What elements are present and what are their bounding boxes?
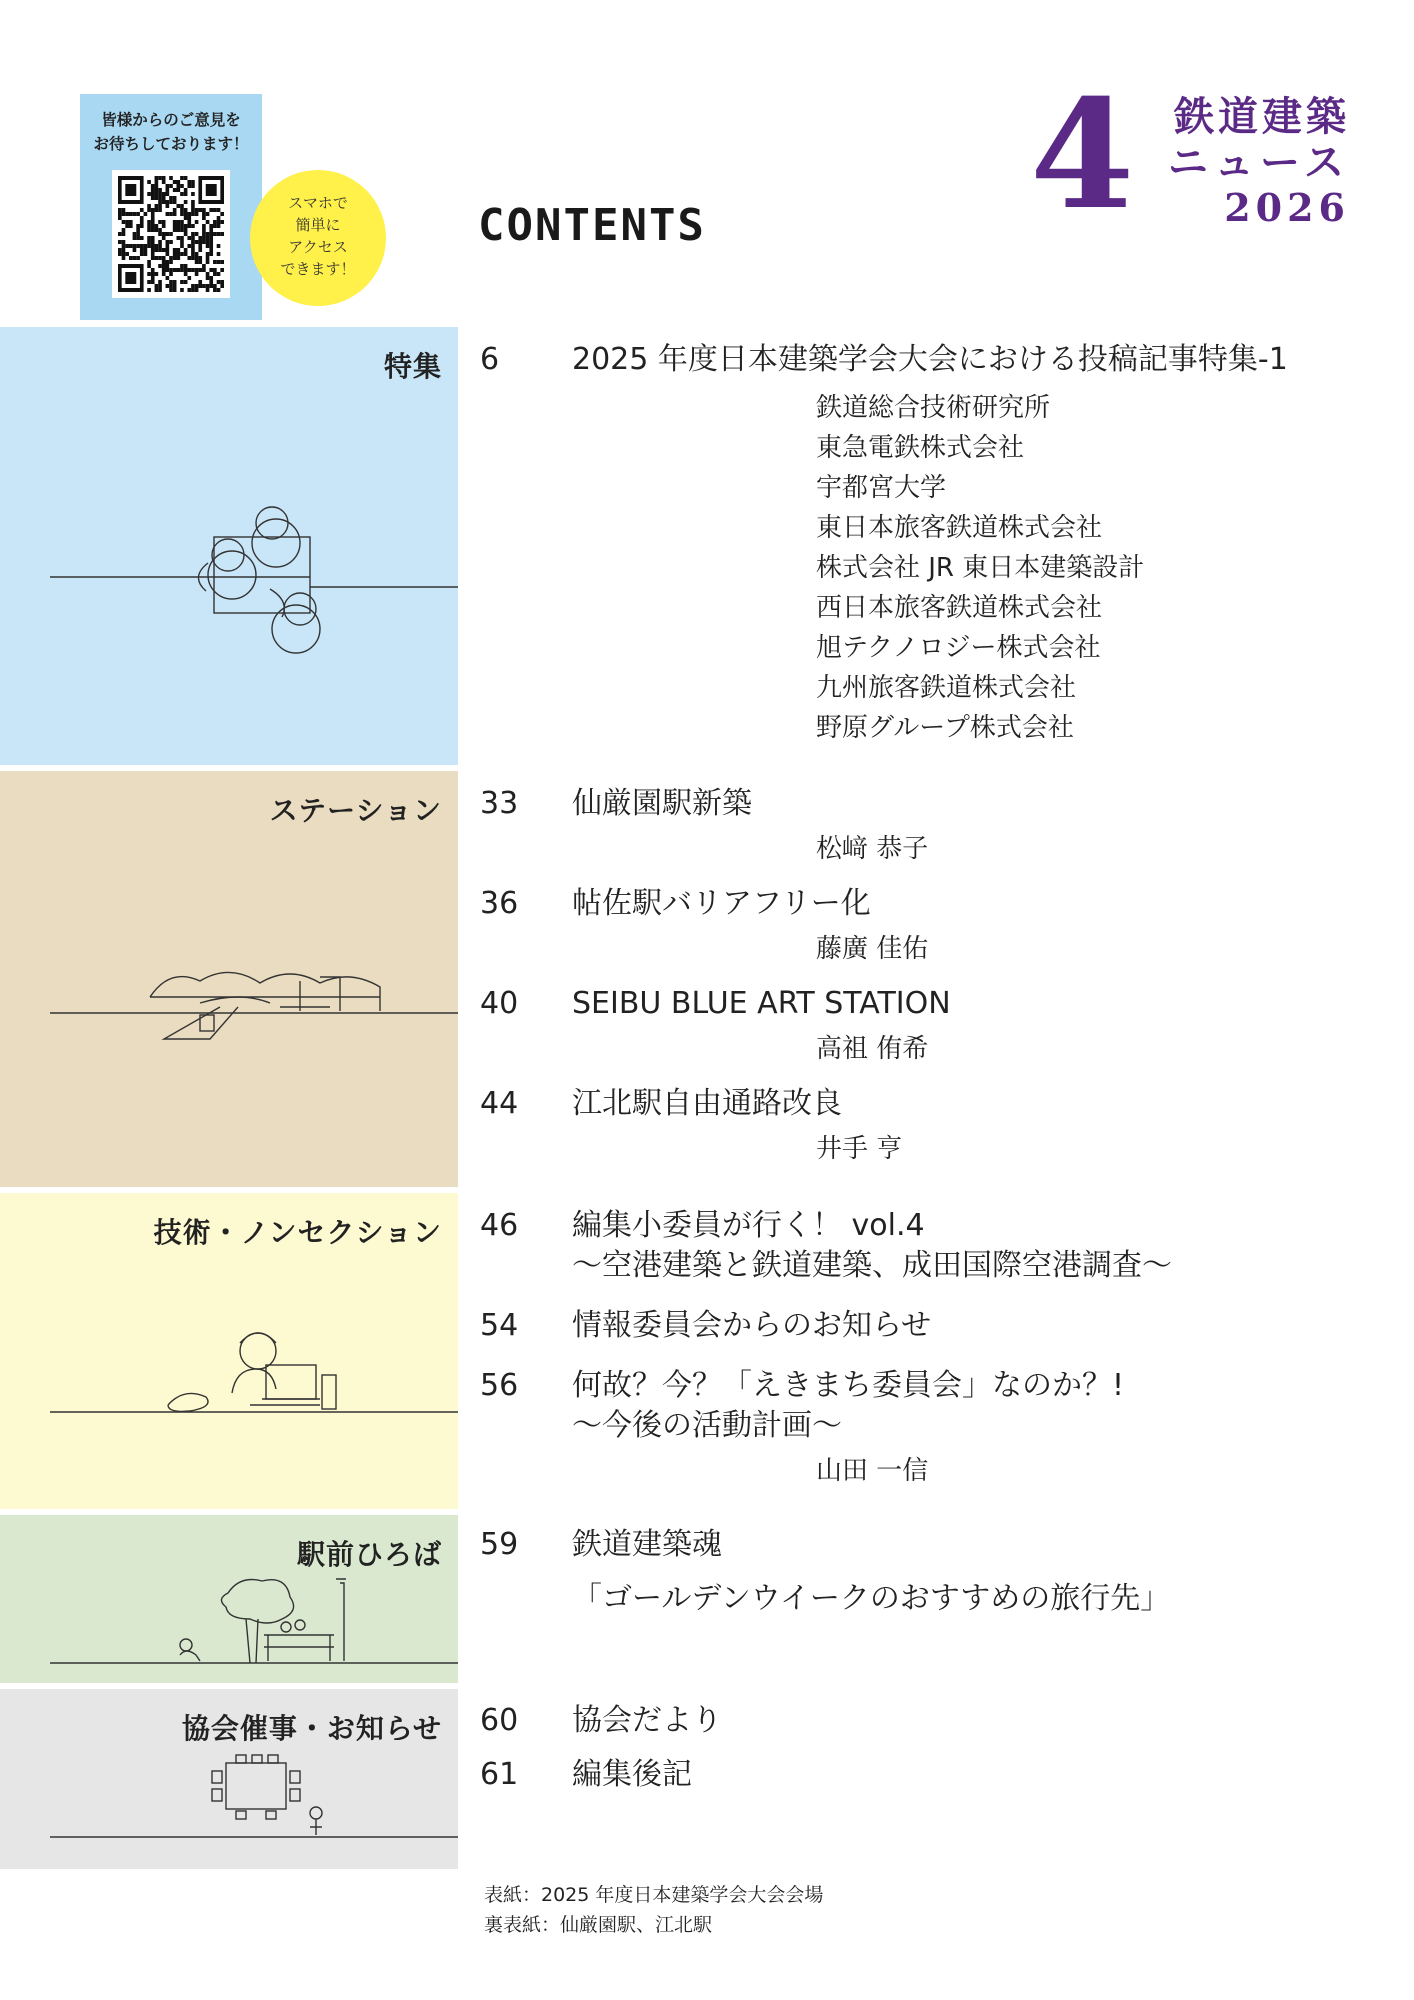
page-number: 33 (480, 786, 519, 821)
organization-name: 九州旅客鉄道株式会社 (816, 673, 1077, 703)
organization-list (816, 388, 1144, 748)
bubble-line2: 簡単に (295, 216, 341, 234)
magazine-title-line1: 鉄道建築 (1174, 93, 1350, 140)
organization-name: 旭テクノロジー株式会社 (816, 633, 1101, 663)
station-building-line-icon (0, 771, 458, 1187)
entry-title: 江北駅自由通路改良 (572, 1086, 842, 1121)
section-label-special: 特集 (383, 350, 442, 383)
section-band-assoc (0, 1689, 458, 1869)
entry-title: 仙厳園駅新築 (572, 786, 752, 821)
smartphone-access-bubble (250, 170, 386, 306)
section-label-station: ステーション (269, 794, 442, 827)
organization-name: 東日本旅客鉄道株式会社 (816, 513, 1103, 543)
section-label-plaza: 駅前ひろば (296, 1538, 442, 1571)
organization-name: 株式会社 JR 東日本建築設計 (816, 553, 1145, 583)
entry-subtitle: ～空港建築と鉄道建築、成田国際空港調査～ (572, 1248, 1172, 1283)
entry-subtitle: 「ゴールデンウイークのおすすめの旅行先」 (572, 1581, 1171, 1616)
section-label-assoc: 協会催事・お知らせ (181, 1712, 442, 1745)
bubble-line1: スマホで (288, 194, 348, 212)
page-number: 61 (480, 1757, 519, 1792)
qr-caption-line1: 皆様からのご意見を (101, 111, 241, 129)
organization-name: 鉄道総合技術研究所 (816, 393, 1051, 423)
bubble-line3: アクセス (288, 238, 348, 256)
magazine-title-line2: ニュース (1168, 139, 1350, 186)
section-band-plaza (0, 1515, 458, 1683)
section-band-tech (0, 1193, 458, 1509)
qr-caption-line2: お待ちしております！ (93, 135, 249, 153)
page-number: 6 (480, 342, 500, 377)
qr-code-icon[interactable] (112, 170, 230, 298)
entry-title: SEIBU BLUE ART STATION (572, 986, 951, 1021)
entry-subtitle: ～今後の活動計画～ (572, 1408, 842, 1443)
back-cover-note: 裏表紙：仙厳園駅、江北駅 (484, 1914, 713, 1936)
page-number: 44 (480, 1086, 519, 1121)
entry-author: 藤廣 佳佑 (816, 934, 929, 964)
organization-name: 宇都宮大学 (816, 473, 947, 503)
qr-caption (80, 108, 262, 156)
meeting-table-line-icon (0, 1689, 458, 1869)
bubble-line4: できます！ (280, 260, 356, 278)
entry-title: 2025 年度日本建築学会大会における投稿記事特集-1 (572, 342, 1288, 377)
entry-title: 情報委員会からのお知らせ (572, 1308, 932, 1343)
entry-title: 編集後記 (572, 1757, 692, 1792)
magazine-title-year: 2026 (1224, 185, 1350, 230)
section-label-tech: 技術・ノンセクション (153, 1216, 442, 1249)
meeting-people-line-icon (0, 327, 458, 765)
entry-title: 鉄道建築魂 (572, 1527, 722, 1562)
page-number: 36 (480, 886, 519, 921)
entry-author: 松﨑 恭子 (816, 834, 929, 864)
entry-title: 帖佐駅バリアフリー化 (572, 886, 871, 921)
page-number: 40 (480, 986, 519, 1021)
page-title: CONTENTS (478, 200, 706, 251)
section-band-special (0, 327, 458, 765)
front-cover-note: 表紙：2025 年度日本建築学会大会会場 (484, 1884, 824, 1906)
page-number: 60 (480, 1703, 519, 1738)
section-band-station (0, 771, 458, 1187)
entry-title: 何故？今？「えきまち委員会」なのか？! (572, 1368, 1125, 1403)
entry-author: 井手 亨 (816, 1134, 903, 1164)
organization-name: 東急電鉄株式会社 (816, 433, 1025, 463)
page-number: 46 (480, 1208, 519, 1243)
entry-author: 山田 一信 (816, 1456, 929, 1486)
issue-number: 4 (1030, 67, 1135, 243)
entry-author: 高祖 侑希 (816, 1034, 929, 1064)
organization-name: 野原グループ株式会社 (816, 713, 1074, 743)
page-number: 54 (480, 1308, 519, 1343)
feedback-qr-panel (80, 94, 262, 320)
magazine-title (1150, 94, 1350, 230)
organization-name: 西日本旅客鉄道株式会社 (816, 593, 1103, 623)
page-number: 59 (480, 1527, 519, 1562)
entry-title: 編集小委員が行く！ vol.4 (572, 1208, 925, 1243)
cover-credits (484, 1880, 823, 1940)
entry-title: 協会だより (572, 1703, 722, 1738)
park-people-line-icon (0, 1515, 458, 1683)
person-at-desk-line-icon (0, 1193, 458, 1509)
page-number: 56 (480, 1368, 519, 1403)
